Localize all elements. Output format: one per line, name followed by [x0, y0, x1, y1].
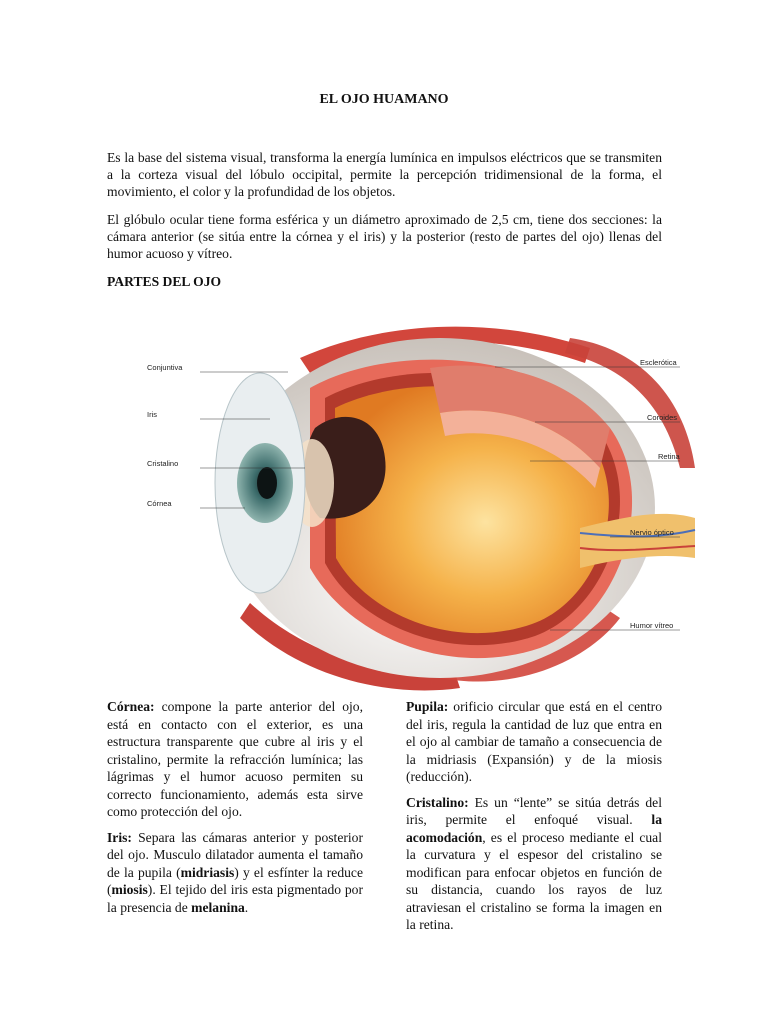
right-column	[406, 698, 662, 942]
label-conjuntiva: Conjuntiva	[147, 363, 183, 372]
cristalino-text-a: Es un “lente” se sitúa detrás del iris, permite el enfoqué visual.	[406, 794, 662, 827]
iris-bold-c: melanina	[191, 899, 245, 915]
label-cornea: Córnea	[147, 499, 172, 508]
eye-diagram	[140, 318, 700, 698]
intro-paragraph-2: El glóbulo ocular tiene forma esférica y un diámetro aproximado de 2,5 cm, tiene dos secciones: la cámara anterior (se sitúa entre la córnea y el iris) y la posterior (resto de partes del ojo) llenas del humor acuoso y vítreo.	[107, 212, 662, 261]
label-esclerotica: Esclerótica	[640, 358, 677, 367]
pupila-text: orificio circular que está en el centro del iris, regula la cantidad de luz que entra en el ojo al cambiar de tamaño a consecuencia de la midriasis (Expansión) y de la miosis (reducción).	[406, 699, 662, 784]
cornea-text: compone la parte anterior del ojo, está en contacto con el exterior, es una estructura transparente que cubre al iris y el cristalino, permite la refracción lumínica; las lágrimas y el humor acuoso permiten su correcto funcionamiento, además esta sirve como protección del ojo.	[107, 699, 363, 819]
eye-illustration	[140, 318, 700, 698]
iris-text-c: ). El tejido del iris esta pigmentado por la presencia de	[107, 882, 363, 915]
iris-text-b: ) y el esfínter la reduce (	[107, 864, 364, 897]
pupila-term: Pupila:	[406, 699, 449, 714]
iris-text-a: Separa las cámaras anterior y posterior del ojo. Musculo dilatador aumenta el tamaño de la pupila (	[107, 829, 363, 880]
iris-term: Iris:	[107, 829, 132, 845]
cristalino-term: Cristalino:	[406, 794, 469, 810]
cristalino-text-b: , es el proceso mediante el cual la curvatura y el espesor del cristalino se modifican para enfocar objetos en función de su distancia, cuando los rayos de luz atraviesan el cristalino se forma la imagen en la retina.	[406, 829, 662, 932]
label-coroides: Coroides	[647, 413, 678, 422]
label-nervio-optico: Nervio óptico	[630, 528, 674, 537]
cornea-term: Córnea:	[107, 699, 155, 714]
cristalino-paragraph	[406, 794, 662, 934]
label-iris: Iris	[147, 410, 157, 419]
page-title: EL OJO HUAMANO	[319, 92, 449, 107]
intro-paragraph-1: Es la base del sistema visual, transforma la energía lumínica en impulsos eléctricos que se transmiten a la corteza visual del lóbulo occipital, permite la percepción tridimensional de la forma, el movimiento, el color y la profundidad de los objetos.	[107, 150, 662, 199]
cornea-paragraph	[107, 698, 363, 821]
cristalino-bold-a: la acomodación	[406, 812, 662, 845]
label-humor-vitreo: Humor vítreo	[630, 621, 674, 630]
iris-bold-b: miosis	[111, 882, 148, 897]
pupila-paragraph	[406, 698, 662, 786]
left-column	[107, 698, 363, 924]
section-heading: PARTES DEL OJO	[107, 274, 222, 289]
label-retina: Retina	[658, 452, 680, 461]
label-cristalino: Cristalino	[147, 459, 179, 468]
iris-paragraph	[107, 829, 363, 917]
iris-text-d: .	[244, 899, 249, 915]
iris-bold-a: midriasis	[180, 864, 235, 880]
